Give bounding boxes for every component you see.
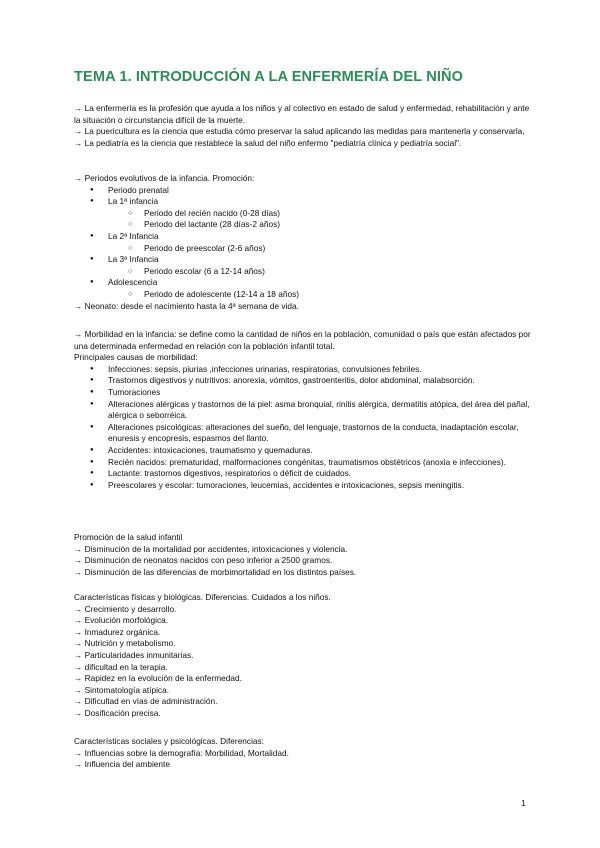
list-item: → Particularidades inmunitarias. [74, 649, 194, 660]
neonato-definition: → Neonato: desde el nacimiento hasta la 4ª semana de vida. [74, 300, 299, 311]
list-item: → Evolución morfológica. [74, 615, 169, 626]
morbilidad-heading: Principales causas de morbilidad: [74, 352, 198, 363]
list-item: → dificultad en la terapia. [74, 661, 168, 672]
list-item: ● Periodo prenatal [74, 185, 534, 197]
periodos-list-2 [74, 231, 534, 243]
list-item: → Disminución de las diferencias de morbimortalidad en los distintos países. [74, 566, 357, 577]
causas-list [74, 364, 534, 492]
list-item: ● Adolescencia [74, 277, 534, 289]
list-item: ● Accidentes: intoxicaciones, traumatismo y quemaduras. [74, 445, 534, 457]
list-item: ● La 3ª Infancia [74, 254, 534, 266]
list-item: ○ Periodo de preescolar (2-6 años) [74, 243, 534, 255]
list-item: → Dificultad en vías de administración. [74, 696, 218, 707]
sociales-section [74, 736, 534, 771]
infancia3-sublist [74, 266, 534, 278]
list-item: ● Recién nacidos: prematuridad, malformaciones congénitas, traumatismos obstétricos (anoxia e infecciones). [74, 457, 534, 469]
list-item: → Disminución de la mortalidad por accidentes, intoxicaciones y violencia. [74, 543, 348, 554]
periodos-list-3 [74, 254, 534, 266]
list-item: → Dosificación precisa. [74, 707, 161, 718]
periodos-heading: → Periodos evolutivos de la infancia. Promoción: [74, 173, 255, 183]
list-item: ● Trastornos digestivos y nutritivos: anorexia, vómitos, gastroenteritis, dolor abdominal, malabsorción. [74, 375, 534, 387]
list-item: ● Lactante: trastornos digestivos, respiratorios o déficit de cuidados. [74, 468, 534, 480]
list-item: ● Tumoraciones [74, 387, 534, 399]
list-item: → Influencias sobre la demografía: Morbilidad, Mortalidad. [74, 747, 289, 758]
infancia2-sublist [74, 243, 534, 255]
list-item: ○ Periodo escolar (6 a 12-14 años) [74, 266, 534, 278]
list-item: ● Alteraciones psicológicas: alteraciones del sueño, del lenguaje, trastornos de la conducta, inadaptación escolar, enuresis y encopresis, espasmos del llanto. [74, 422, 534, 445]
list-item: → Sintomatología atípica. [74, 684, 170, 695]
list-item: → Crecimiento y desarrollo. [74, 603, 177, 614]
list-item: → Inmadurez orgánica. [74, 626, 161, 637]
list-item: ○ Periodo de adolescente (12-14 a 18 años) [74, 289, 534, 301]
intro-enfermeria: → La enfermería es la profesión que ayuda a los niños y al colectivo en estado de salud y enfermedad, rehabilitación y ante la situación o circunstancia difícil de la muerte. [74, 103, 530, 125]
fisicas-section [74, 592, 534, 720]
periodos-list [74, 185, 534, 208]
intro-section [74, 103, 534, 149]
list-item: ○ Periodo del recién nacido (0-28 días) [74, 208, 534, 220]
morbilidad-section [74, 329, 534, 491]
list-item: → Disminución de neonatos nacidos con peso inferior a 2500 gramos. [74, 555, 333, 566]
list-item: ● Preescolares y escolar: tumoraciones, leucemias, accidentes e intoxicaciones, sepsis meningitis. [74, 480, 534, 492]
intro-puericultura: → La puericultura es la ciencia que estudia cómo preservar la salud aplicando las medidas para mantenerla y conservarla, [74, 126, 525, 137]
list-item: ○ Periodo del lactante (28 días-2 años) [74, 219, 534, 231]
sociales-heading: Características sociales y psicológicas. Diferencias: [74, 736, 264, 746]
list-item: ● Infecciones: sepsis, piurias ,infecciones urinarias, respiratorias, convulsiones febriles. [74, 364, 534, 376]
list-item: → Influencia del ambiente [74, 759, 170, 770]
infancia1-sublist [74, 208, 534, 231]
promocion-heading: Promoción de la salud infantil [74, 532, 183, 542]
periodos-section [74, 173, 534, 312]
list-item: → Rapidez en la evolución de la enfermedad. [74, 673, 242, 684]
page-number: 1 [521, 798, 526, 808]
adolescencia-sublist [74, 289, 534, 301]
morbilidad-definition: → Morbilidad en la infancia: se define como la cantidad de niños en la población, comunidad o país que están afectados por una determinada enfermedad en relación con la población infantil total. [74, 329, 531, 351]
intro-pediatria: → La pediatría es la ciencia que restablece la salud del niño enfermo "pediatría clínica y pediatría social". [74, 137, 462, 148]
list-item: ● La 1ª infancia [74, 196, 534, 208]
page-title: TEMA 1. INTRODUCCIÓN A LA ENFERMERÍA DEL NIÑO [74, 69, 464, 85]
list-item: ● La 2ª Infancia [74, 231, 534, 243]
promocion-section [74, 532, 534, 578]
fisicas-heading: Características físicas y biológicas. Diferencias. Cuidados a los niños. [74, 592, 331, 602]
periodos-list-4 [74, 277, 534, 289]
list-item: → Nutrición y metabolismo. [74, 638, 176, 649]
list-item: ● Alteraciones alérgicas y trastornos de la piel: asma bronquial, rinitis alérgica, dermatitis atópica, del área del pañal, alérgica o seborréica. [74, 399, 534, 422]
